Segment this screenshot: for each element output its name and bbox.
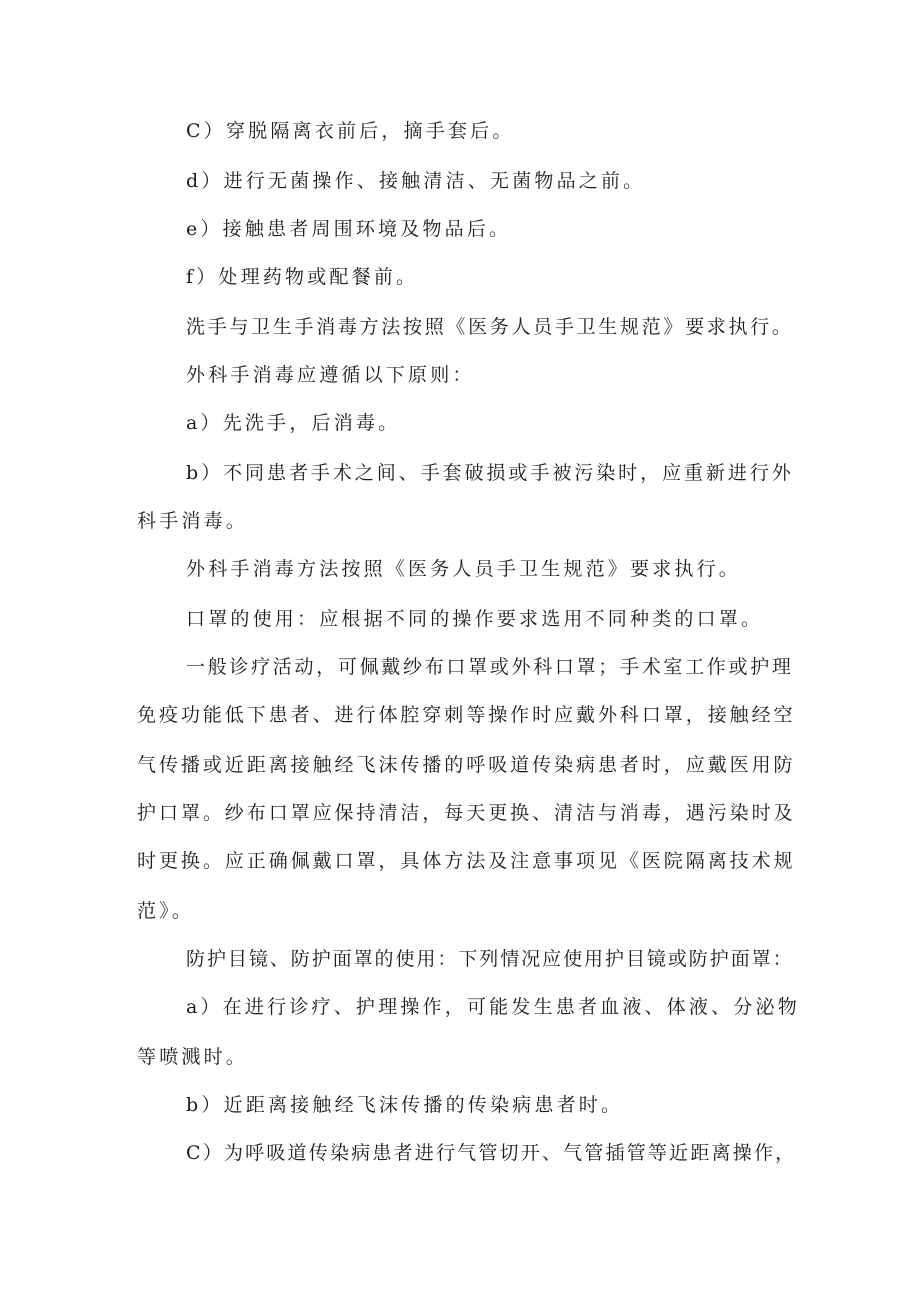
text-line-18: 防护目镜、防护面罩的使用：下列情况应使用护目镜或防护面罩： bbox=[186, 948, 794, 970]
text-line-15: 护口罩。纱布口罩应保持清洁，每天更换、清洁与消毒，遇污染时及 bbox=[137, 802, 796, 824]
text-line-1: C）穿脱隔离衣前后，摘手套后。 bbox=[186, 120, 515, 142]
text-line-8: b）不同患者手术之间、手套破损或手被污染时，应重新进行外 bbox=[186, 462, 794, 484]
text-line-11: 口罩的使用：应根据不同的操作要求选用不同种类的口罩。 bbox=[186, 608, 764, 630]
text-line-21: b）近距离接触经飞沫传播的传染病患者时。 bbox=[186, 1094, 624, 1116]
text-line-17: 范》。 bbox=[137, 900, 195, 922]
text-line-14: 气传播或近距离接触经飞沫传播的呼吸道传染病患者时，应戴医用防 bbox=[137, 754, 796, 776]
text-line-12: 一般诊疗活动，可佩戴纱布口罩或外科口罩；手术室工作或护理 bbox=[186, 656, 794, 678]
text-line-6: 外科手消毒应遵循以下原则： bbox=[186, 364, 475, 386]
text-line-16: 时更换。应正确佩戴口罩，具体方法及注意事项见《医院隔离技术规 bbox=[137, 850, 796, 872]
text-line-20: 等喷溅时。 bbox=[137, 1046, 249, 1068]
text-line-2: d）进行无菌操作、接触清洁、无菌物品之前。 bbox=[186, 170, 646, 192]
text-line-22: C）为呼吸道传染病患者进行气管切开、气管插管等近距离操作， bbox=[186, 1142, 797, 1164]
text-line-19: a）在进行诊疗、护理操作，可能发生患者血液、体液、分泌物 bbox=[186, 996, 800, 1018]
text-line-9: 科手消毒。 bbox=[137, 510, 249, 532]
text-line-7: a）先洗手，后消毒。 bbox=[186, 412, 401, 434]
text-line-5: 洗手与卫生手消毒方法按照《医务人员手卫生规范》要求执行。 bbox=[186, 316, 794, 338]
text-line-13: 免疫功能低下患者、进行体腔穿刺等操作时应戴外科口罩，接触经空 bbox=[137, 704, 796, 726]
text-line-3: e）接触患者周围环境及物品后。 bbox=[186, 218, 512, 240]
text-line-4: f）处理药物或配餐前。 bbox=[186, 266, 419, 288]
text-line-10: 外科手消毒方法按照《医务人员手卫生规范》要求执行。 bbox=[186, 558, 742, 580]
